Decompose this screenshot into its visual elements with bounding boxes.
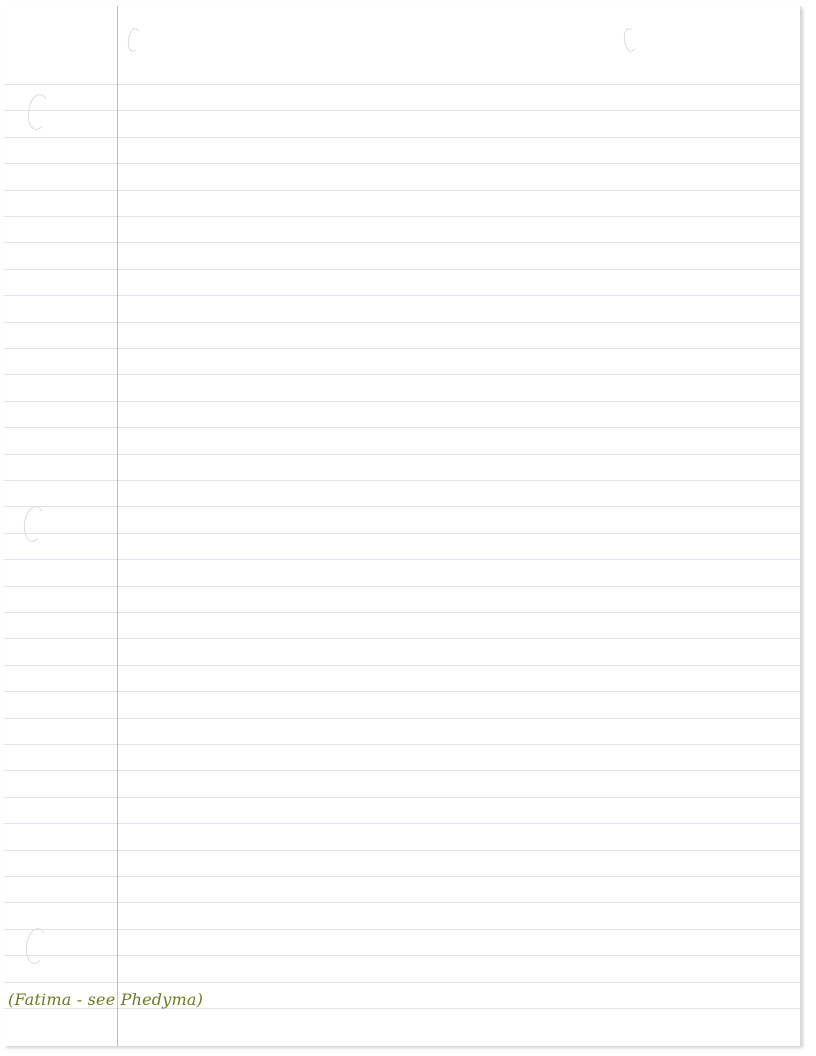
rule-line [4,612,800,613]
rule-line [4,163,800,164]
rule-line [4,929,800,930]
rule-line [4,506,800,507]
footnote: (Fatima - see Phedyma) [8,990,204,1009]
rule-line [4,110,800,111]
notebook-page [4,6,801,1046]
rule-line [4,190,800,191]
binder-hole-bottom [24,927,49,965]
rule-line [4,322,800,323]
rule-line [4,718,800,719]
rule-line [4,823,800,824]
rule-line [4,770,800,771]
rule-line [4,902,800,903]
rule-line [4,982,800,983]
rule-line [4,269,800,270]
rule-line [4,242,800,243]
rule-line [4,850,800,851]
rule-line [4,374,800,375]
rule-line [4,216,800,217]
rule-line [4,533,800,534]
rule-line [4,137,800,138]
rule-line [4,638,800,639]
rule-line [4,797,800,798]
rule-line [4,454,800,455]
binder-hole-middle [22,505,47,543]
rule-line [4,744,800,745]
rule-line [4,876,800,877]
rule-line [4,955,800,956]
rule-line [4,427,800,428]
rule-line [4,348,800,349]
rule-line [4,84,800,85]
binder-hole-corner-left [126,27,141,52]
rule-line [4,691,800,692]
margin-line [117,6,118,1046]
binder-hole-top [26,93,51,131]
rule-line [4,295,800,296]
rule-line [4,559,800,560]
rule-line [4,480,800,481]
binder-hole-corner-right [622,27,637,52]
rule-line [4,665,800,666]
rule-line [4,586,800,587]
rule-line [4,401,800,402]
